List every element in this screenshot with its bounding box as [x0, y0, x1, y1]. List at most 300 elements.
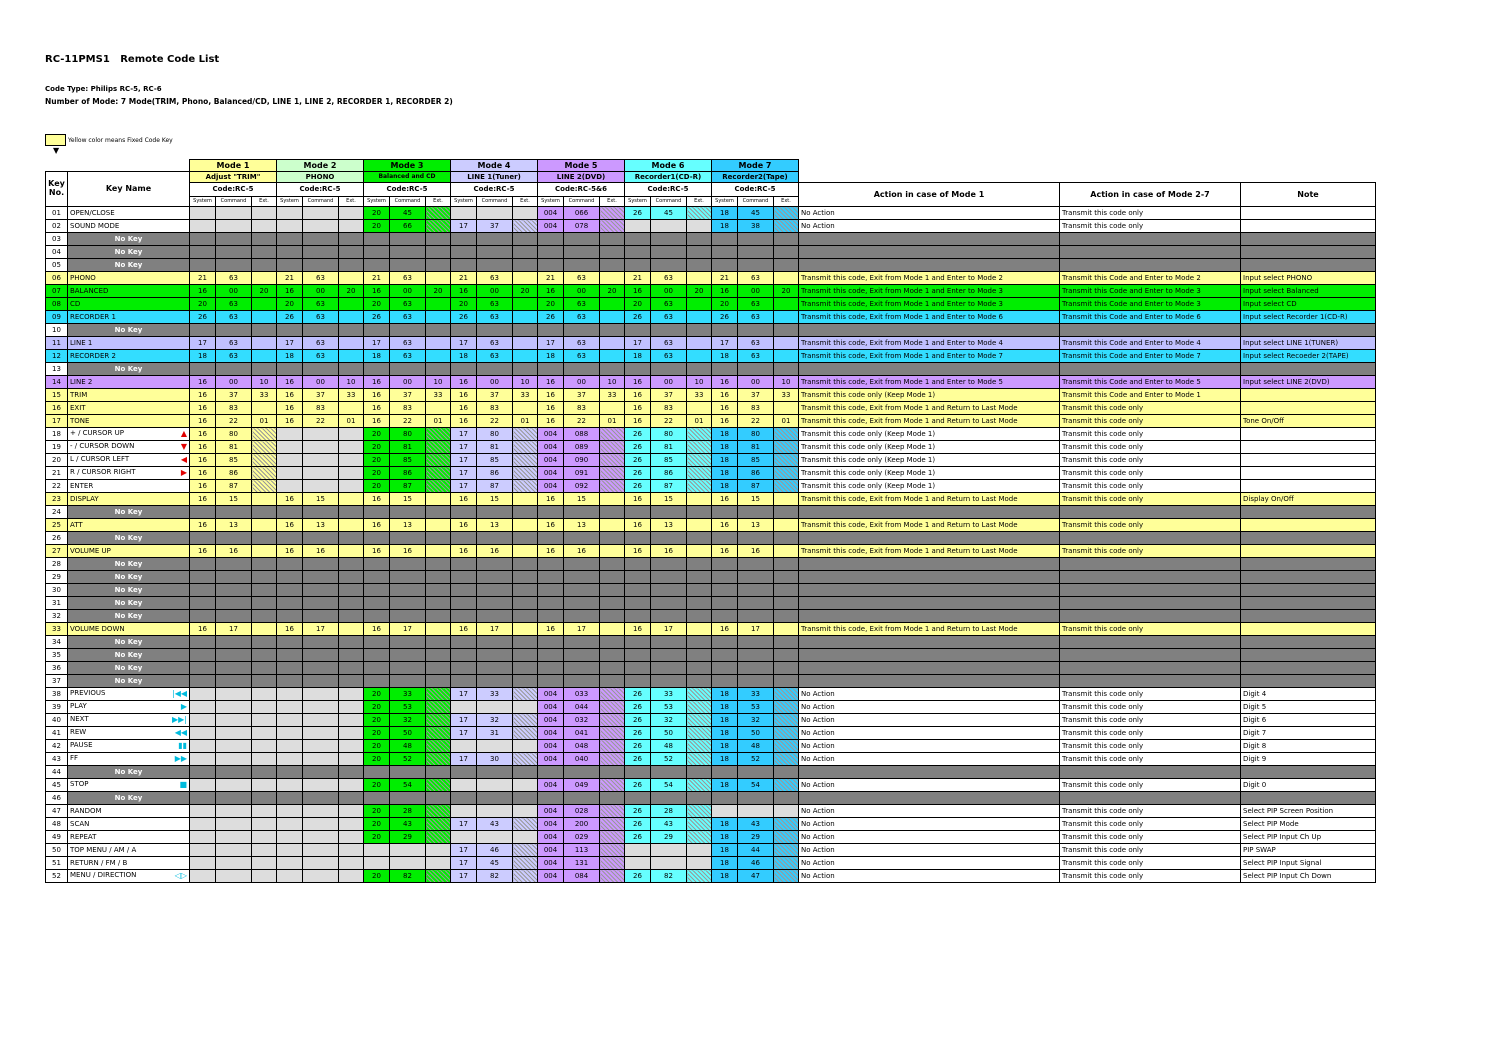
empty-cell: [451, 584, 477, 597]
mode-5-command: 22: [564, 415, 600, 428]
empty-cell: [538, 571, 564, 584]
empty-cell: [687, 532, 712, 545]
empty-cell: [564, 675, 600, 688]
empty-cell: [738, 675, 774, 688]
subheader-command: Command: [216, 197, 252, 207]
empty-cell: [339, 259, 364, 272]
empty-cell: [538, 792, 564, 805]
no-key-label: No Key: [68, 792, 190, 805]
empty-cell: [738, 506, 774, 519]
empty-cell: [252, 675, 277, 688]
mode-3-ext: [426, 493, 451, 506]
key-name: [68, 220, 190, 233]
mode-1-ext: [252, 207, 277, 220]
mode-5-command: 131: [564, 857, 600, 870]
empty-cell: [738, 363, 774, 376]
table-row: [46, 688, 1376, 701]
legend-swatch: [45, 134, 66, 146]
mode-1-ext: [252, 311, 277, 324]
mode-1-system: [190, 753, 216, 766]
key-name-label: DISPLAY: [70, 494, 99, 503]
mode-3-command: 63: [390, 350, 426, 363]
key-name: [68, 402, 190, 415]
mode-3-system: 20: [364, 701, 390, 714]
mode-7-ext: [774, 350, 799, 363]
mode-7-system: 18: [712, 688, 738, 701]
mode-1-ext: [252, 545, 277, 558]
mode-3-ext: [426, 311, 451, 324]
empty-cell: [651, 649, 687, 662]
action-mode1: No Action: [799, 207, 1060, 220]
mode-5-name: LINE 2(DVD): [538, 172, 625, 183]
mode-5-system: 004: [538, 714, 564, 727]
key-name: [68, 857, 190, 870]
note: Input select PHONO: [1241, 272, 1376, 285]
key-no: 10: [46, 324, 68, 337]
empty-cell: [426, 584, 451, 597]
mode-3-ext: [426, 623, 451, 636]
mode-7-command: 53: [738, 701, 774, 714]
mode-3-command: 37: [390, 389, 426, 402]
key-no: 17: [46, 415, 68, 428]
table-row: [46, 831, 1376, 844]
key-no: 47: [46, 805, 68, 818]
empty-cell: [799, 610, 1060, 623]
mode-7-command: 13: [738, 519, 774, 532]
mode-4-system: 16: [451, 376, 477, 389]
mode-6-ext: [687, 857, 712, 870]
note: Digit 7: [1241, 727, 1376, 740]
empty-cell: [712, 363, 738, 376]
mode-1-command: [216, 701, 252, 714]
mode-2-system: 16: [277, 623, 303, 636]
empty-cell: [451, 649, 477, 662]
mode-4-system: 20: [451, 298, 477, 311]
mode-7-command: 63: [738, 337, 774, 350]
mode-7-ext: 20: [774, 285, 799, 298]
empty-cell: [364, 766, 390, 779]
mode-6-command: 63: [651, 350, 687, 363]
table-row: [46, 558, 1376, 571]
mode-6-ext: [687, 779, 712, 792]
empty-cell: [190, 597, 216, 610]
empty-cell: [625, 766, 651, 779]
mode-2-command: [303, 844, 339, 857]
mode-2-system: [277, 844, 303, 857]
mode-5-system: 004: [538, 818, 564, 831]
mode-5-ext: [600, 727, 625, 740]
empty-cell: [564, 506, 600, 519]
mode-1-command: 63: [216, 337, 252, 350]
action-mode2-7: Transmit this code only: [1060, 688, 1241, 701]
mode-6-ext: 10: [687, 376, 712, 389]
empty-cell: [390, 584, 426, 597]
mode-6-system: 26: [625, 311, 651, 324]
mode-3-system: [364, 857, 390, 870]
mode-5-ext: [600, 298, 625, 311]
number-of-mode-line: Number of Mode: 7 Mode(TRIM, Phono, Balanced/CD, LINE 1, LINE 2, RECORDER 1, RECORDER 2): [45, 97, 453, 106]
empty-cell: [600, 259, 625, 272]
empty-cell: [738, 259, 774, 272]
key-no: 43: [46, 753, 68, 766]
key-no: 41: [46, 727, 68, 740]
table-row: [46, 272, 1376, 285]
key-no: 40: [46, 714, 68, 727]
mode-3-command: 32: [390, 714, 426, 727]
action-mode1: Transmit this code, Exit from Mode 1 and Enter to Mode 4: [799, 337, 1060, 350]
mode-6-ext: [687, 220, 712, 233]
empty-cell: [738, 246, 774, 259]
mode-4-ext: [513, 350, 538, 363]
mode-4-ext: [513, 272, 538, 285]
mode-5-ext: [600, 272, 625, 285]
mode-6-ext: [687, 519, 712, 532]
mode-6-ext: [687, 454, 712, 467]
mode-3-system: [364, 844, 390, 857]
mode-1-ext: [252, 870, 277, 883]
mode-3-command: 81: [390, 441, 426, 454]
mode-1-system: [190, 805, 216, 818]
mode-2-system: [277, 701, 303, 714]
key-no: 07: [46, 285, 68, 298]
mode-3-command: 29: [390, 831, 426, 844]
empty-cell: [687, 597, 712, 610]
empty-cell: [774, 558, 799, 571]
subheader-command: Command: [303, 197, 339, 207]
mode-2-ext: [339, 272, 364, 285]
action-mode1: No Action: [799, 779, 1060, 792]
empty-cell: [1241, 610, 1376, 623]
mode-7-ext: [774, 220, 799, 233]
empty-cell: [451, 259, 477, 272]
key-no: 46: [46, 792, 68, 805]
empty-cell: [216, 649, 252, 662]
mode-4-system: 16: [451, 285, 477, 298]
mode-6-ext: [687, 480, 712, 493]
empty-cell: [277, 597, 303, 610]
mode-5-ext: 10: [600, 376, 625, 389]
mode-4-system: 17: [451, 454, 477, 467]
empty-cell: [339, 506, 364, 519]
mode-5-system: 18: [538, 350, 564, 363]
mode-1-system: 16: [190, 545, 216, 558]
mode-2-label: Mode 2: [277, 160, 364, 172]
mode-1-command: [216, 740, 252, 753]
empty-cell: [564, 571, 600, 584]
empty-cell: [774, 597, 799, 610]
mode-7-ext: [774, 493, 799, 506]
mode-6-command: 17: [651, 623, 687, 636]
empty-cell: [513, 558, 538, 571]
action-mode1: Transmit this code, Exit from Mode 1 and Enter to Mode 5: [799, 376, 1060, 389]
empty-cell: [651, 662, 687, 675]
mode-1-ext: [252, 779, 277, 792]
empty-cell: [712, 675, 738, 688]
empty-cell: [477, 506, 513, 519]
mode-5-system: 16: [538, 415, 564, 428]
mode-7-system: 18: [712, 441, 738, 454]
empty-cell: [513, 233, 538, 246]
empty-cell: [712, 584, 738, 597]
subheader-ext: Ext.: [339, 197, 364, 207]
mode-2-system: [277, 727, 303, 740]
empty-cell: [600, 506, 625, 519]
mode-2-code: Code:RC-5: [277, 183, 364, 197]
key-name: [68, 805, 190, 818]
mode-6-command: 53: [651, 701, 687, 714]
no-key-label: No Key: [68, 506, 190, 519]
mode-3-system: 20: [364, 779, 390, 792]
mode-6-command: 52: [651, 753, 687, 766]
empty-cell: [390, 766, 426, 779]
mode-5-ext: 01: [600, 415, 625, 428]
empty-cell: [799, 233, 1060, 246]
mode-7-ext: [774, 337, 799, 350]
mode-3-system: 20: [364, 207, 390, 220]
key-name: [68, 298, 190, 311]
action-mode2-7: Transmit this code only: [1060, 727, 1241, 740]
empty-cell: [216, 766, 252, 779]
key-no: 21: [46, 467, 68, 480]
mode-2-command: [303, 428, 339, 441]
mode-3-command: 13: [390, 519, 426, 532]
mode-7-ext: [774, 779, 799, 792]
mode-7-command: 00: [738, 376, 774, 389]
empty-cell: [339, 363, 364, 376]
empty-cell: [426, 259, 451, 272]
mode-6-ext: [687, 207, 712, 220]
mode-5-system: 16: [538, 623, 564, 636]
mode-2-system: [277, 831, 303, 844]
empty-cell: [1241, 662, 1376, 675]
mode-1-system: [190, 207, 216, 220]
mode-7-system: 18: [712, 428, 738, 441]
mode-2-command: [303, 688, 339, 701]
key-name: [68, 272, 190, 285]
action-mode1: Transmit this code only (Keep Mode 1): [799, 428, 1060, 441]
empty-cell: [513, 259, 538, 272]
table-row: [46, 753, 1376, 766]
mode-3-command: 54: [390, 779, 426, 792]
mode-7-system: 26: [712, 311, 738, 324]
mode-5-system: 16: [538, 519, 564, 532]
mode-2-system: 16: [277, 415, 303, 428]
empty-cell: [687, 675, 712, 688]
table-row: [46, 363, 1376, 376]
mode-1-command: [216, 207, 252, 220]
mode-7-ext: [774, 844, 799, 857]
mode-1-ext: [252, 844, 277, 857]
key-name: [68, 337, 190, 350]
mode-4-command: 30: [477, 753, 513, 766]
mode-6-command: 00: [651, 376, 687, 389]
empty-cell: [1241, 246, 1376, 259]
mode-3-ext: [426, 220, 451, 233]
mode-2-system: [277, 805, 303, 818]
mode-3-system: 20: [364, 753, 390, 766]
mode-6-system: 16: [625, 285, 651, 298]
empty-cell: [390, 363, 426, 376]
mode-7-ext: [774, 480, 799, 493]
mode-5-system: 004: [538, 844, 564, 857]
mode-4-system: 16: [451, 493, 477, 506]
note: Digit 5: [1241, 701, 1376, 714]
empty-cell: [1060, 597, 1241, 610]
mode-5-system: 16: [538, 493, 564, 506]
subheader-ext: Ext.: [687, 197, 712, 207]
mode-3-ext: [426, 207, 451, 220]
empty-cell: [477, 558, 513, 571]
mode-1-command: 83: [216, 402, 252, 415]
mode-4-system: 21: [451, 272, 477, 285]
empty-cell: [277, 532, 303, 545]
subheader-system: System: [625, 197, 651, 207]
key-no: 30: [46, 584, 68, 597]
table-row: [46, 207, 1376, 220]
mode-4-system: 17: [451, 688, 477, 701]
mode-3-system: 20: [364, 831, 390, 844]
mode-3-ext: [426, 337, 451, 350]
mode-6-ext: [687, 298, 712, 311]
table-row: [46, 519, 1376, 532]
action-mode2-7: Transmit this code only: [1060, 519, 1241, 532]
empty-cell: [252, 532, 277, 545]
empty-cell: [1241, 259, 1376, 272]
empty-cell: [687, 649, 712, 662]
mode-2-system: [277, 688, 303, 701]
mode-4-command: 15: [477, 493, 513, 506]
mode-5-command: 113: [564, 844, 600, 857]
empty-cell: [451, 610, 477, 623]
table-row: [46, 311, 1376, 324]
empty-cell: [651, 558, 687, 571]
key-no: 25: [46, 519, 68, 532]
mode-7-system: 16: [712, 623, 738, 636]
key-no: 16: [46, 402, 68, 415]
empty-cell: [625, 259, 651, 272]
action-mode1: Transmit this code, Exit from Mode 1 and Return to Last Mode: [799, 545, 1060, 558]
empty-cell: [538, 363, 564, 376]
mode-3-command: 86: [390, 467, 426, 480]
action-mode2-7: Transmit this code only: [1060, 623, 1241, 636]
empty-cell: [364, 324, 390, 337]
mode-4-system: 16: [451, 389, 477, 402]
table-row: [46, 415, 1376, 428]
mode-4-command: 37: [477, 389, 513, 402]
mode-6-system: 26: [625, 740, 651, 753]
empty-cell: [190, 610, 216, 623]
empty-cell: [1060, 675, 1241, 688]
mode-3-ext: [426, 441, 451, 454]
empty-cell: [564, 636, 600, 649]
mode-1-command: 80: [216, 428, 252, 441]
mode-6-system: [625, 844, 651, 857]
mode-7-command: 32: [738, 714, 774, 727]
empty-cell: [252, 662, 277, 675]
mode-3-system: 20: [364, 714, 390, 727]
note: [1241, 441, 1376, 454]
mode-5-command: 13: [564, 519, 600, 532]
key-name: [68, 519, 190, 532]
empty-cell: [339, 558, 364, 571]
mode-4-ext: [513, 805, 538, 818]
note: Input select Balanced: [1241, 285, 1376, 298]
key-no: 34: [46, 636, 68, 649]
empty-cell: [477, 675, 513, 688]
empty-cell: [687, 233, 712, 246]
mode-1-system: 16: [190, 428, 216, 441]
action-mode2-7: Transmit this code only: [1060, 831, 1241, 844]
mode-5-command: 63: [564, 272, 600, 285]
key-name-label: MENU / DIRECTION: [70, 871, 137, 879]
empty-cell: [600, 558, 625, 571]
empty-cell: [538, 233, 564, 246]
mode-7-command: 17: [738, 623, 774, 636]
mode-6-ext: [687, 805, 712, 818]
action-mode1: Transmit this code, Exit from Mode 1 and Return to Last Mode: [799, 519, 1060, 532]
mode-5-ext: [600, 857, 625, 870]
mode-1-system: 16: [190, 454, 216, 467]
mode-4-ext: [513, 441, 538, 454]
mode-1-command: [216, 779, 252, 792]
mode-7-ext: [774, 714, 799, 727]
mode-2-command: 16: [303, 545, 339, 558]
table-row: [46, 324, 1376, 337]
mode-6-ext: 20: [687, 285, 712, 298]
mode-7-command: 00: [738, 285, 774, 298]
empty-cell: [426, 558, 451, 571]
mode-1-ext: [252, 350, 277, 363]
empty-cell: [712, 662, 738, 675]
mode-7-ext: [774, 454, 799, 467]
empty-cell: [426, 610, 451, 623]
mode-2-system: 16: [277, 389, 303, 402]
mode-5-system: 004: [538, 857, 564, 870]
mode-2-ext: [339, 831, 364, 844]
mode-6-command: 13: [651, 519, 687, 532]
header-blank: [46, 160, 190, 172]
mode-1-system: 16: [190, 519, 216, 532]
mode-4-command: 45: [477, 857, 513, 870]
mode-1-name: Adjust "TRIM": [190, 172, 277, 183]
empty-cell: [513, 636, 538, 649]
mode-7-system: 16: [712, 389, 738, 402]
mode-7-command: 85: [738, 454, 774, 467]
mode-1-system: 21: [190, 272, 216, 285]
mode-1-command: 63: [216, 298, 252, 311]
empty-cell: [564, 649, 600, 662]
action-mode1: Transmit this code, Exit from Mode 1 and Enter to Mode 3: [799, 285, 1060, 298]
note: Digit 0: [1241, 779, 1376, 792]
mode-2-command: 17: [303, 623, 339, 636]
empty-cell: [513, 610, 538, 623]
mode-6-name: Recorder1(CD-R): [625, 172, 712, 183]
key-name: [68, 831, 190, 844]
empty-cell: [303, 675, 339, 688]
empty-cell: [1060, 324, 1241, 337]
action-mode1: No Action: [799, 831, 1060, 844]
empty-cell: [799, 324, 1060, 337]
mode-5-system: 17: [538, 337, 564, 350]
table-row: [46, 714, 1376, 727]
mode-5-command: 63: [564, 311, 600, 324]
empty-cell: [1060, 571, 1241, 584]
table-row: [46, 766, 1376, 779]
empty-cell: [426, 792, 451, 805]
mode-4-command: 63: [477, 350, 513, 363]
mode-4-command: 17: [477, 623, 513, 636]
empty-cell: [303, 649, 339, 662]
